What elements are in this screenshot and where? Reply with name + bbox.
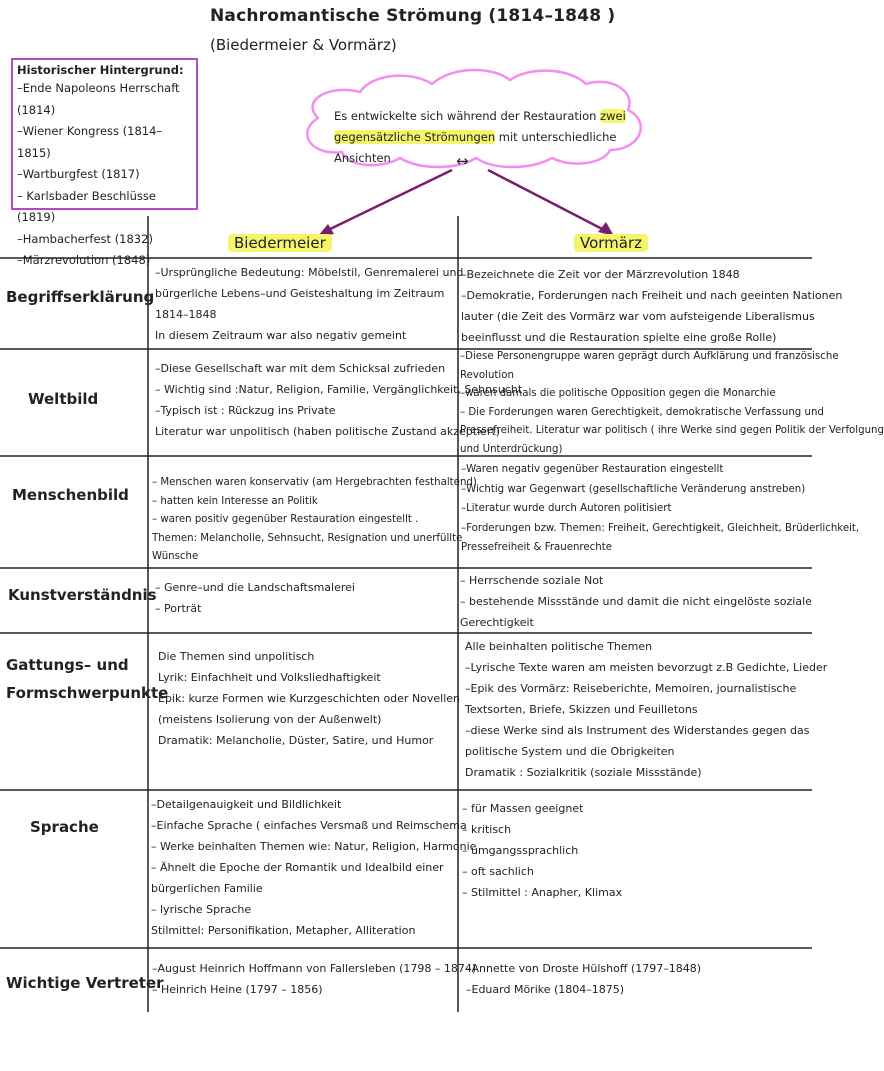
cell-line: –Detailgenauigkeit und Bildlichkeit bbox=[151, 798, 342, 811]
cell-line: –Einfache Sprache ( einfaches Versmaß und Reimschema bbox=[151, 819, 467, 832]
cell-line: –Epik des Vormärz: Reiseberichte, Memoiren, journalistische bbox=[465, 682, 797, 695]
cell-line: – Wichtig sind :Natur, Religion, Familie, Vergänglichkeit, Sehnsucht bbox=[155, 383, 523, 396]
cell-vertreter-biedermeier bbox=[152, 958, 476, 1000]
page-title: Nachromantische Strömung (1814–1848 ) bbox=[210, 6, 616, 26]
historical-item: –Wiener Kongress (1814–1815) bbox=[17, 124, 163, 160]
row-label-kunstverstaendnis: Kunstverständnis bbox=[8, 586, 157, 604]
cell-menschenbild-vormaerz bbox=[461, 460, 859, 558]
cell-line: Stilmittel: Personifikation, Metapher, Alliteration bbox=[151, 924, 416, 937]
cell-line: Themen: Melancholie, Sehnsucht, Resignation und unerfüllte bbox=[152, 532, 463, 544]
cell-menschenbild-biedermeier bbox=[152, 474, 477, 567]
cell-sprache-biedermeier bbox=[151, 794, 476, 941]
cell-line: politische System und die Obrigkeiten bbox=[465, 745, 675, 758]
cell-line: Wünsche bbox=[152, 551, 199, 562]
cloud-highlight-1: zwei bbox=[600, 109, 626, 123]
cell-line: Dramatik : Sozialkritik (soziale Missstände) bbox=[465, 766, 702, 779]
cell-kunst-biedermeier bbox=[155, 577, 355, 619]
cell-line: –August Heinrich Hoffmann von Fallersleben (1798 – 1874) bbox=[152, 962, 477, 975]
historical-item: –Ende Napoleons Herrschaft (1814) bbox=[17, 81, 180, 117]
cell-line: Pressefreiheit & Frauenrechte bbox=[461, 542, 612, 553]
cloud-line1: Es entwickelte sich während der Restauration bbox=[334, 109, 601, 123]
cell-line: –Ursprüngliche Bedeutung: Möbelstil, Genremalerei und bbox=[155, 266, 464, 279]
cloud-line2: mit unterschiedliche Ansichten bbox=[334, 130, 617, 165]
cell-line: –Demokratie, Forderungen nach Freiheit und nach geeinten Nationen bbox=[461, 289, 843, 302]
cloud-text bbox=[334, 106, 634, 169]
cell-line: – Stilmittel : Anapher, Klimax bbox=[462, 886, 623, 899]
row-label-weltbild: Weltbild bbox=[28, 390, 99, 408]
arrow-right bbox=[488, 170, 608, 232]
cell-line: –Literatur wurde durch Autoren politisiert bbox=[461, 503, 672, 514]
cell-line: Dramatik: Melancholie, Düster, Satire, und Humor bbox=[158, 734, 434, 747]
cell-line: –Bezeichnete die Zeit vor der Märzrevolution 1848 bbox=[461, 268, 740, 281]
cell-line: Revolution bbox=[460, 369, 514, 381]
double-arrow-icon: ↔ bbox=[456, 152, 469, 170]
cell-line: Pressefreiheit. Literatur war politisch ( ihre Werke sind gegen Politik der Verfolgung bbox=[460, 425, 884, 436]
cloud-highlight-2: gegensätzliche Strömungen bbox=[334, 130, 496, 144]
row-label-begriffserklaerung: Begriffserklärung bbox=[6, 288, 155, 306]
cell-line: –Wichtig war Gegenwart (gesellschaftliche Veränderung anstreben) bbox=[461, 483, 806, 495]
cell-line: beeinflusst und die Restauration spielte eine große Rolle) bbox=[461, 331, 777, 344]
cell-line: – waren positiv gegenüber Restauration eingestellt . bbox=[152, 514, 419, 525]
historical-item: –Hambacherfest (1832) bbox=[17, 231, 153, 246]
historical-item: –Wartburgfest (1817) bbox=[17, 167, 140, 181]
cell-line: Epik: kurze Formen wie Kurzgeschichten oder Novellen bbox=[158, 692, 461, 705]
row-label-menschenbild: Menschenbild bbox=[12, 486, 129, 504]
cell-line: –Eduard Mörike (1804–1875) bbox=[466, 983, 625, 996]
row-label-wichtige-vertreter: Wichtige Vertreter bbox=[6, 974, 164, 992]
column-header-biedermeier: Biedermeier bbox=[228, 234, 332, 252]
cell-line: –Lyrische Texte waren am meisten bevorzugt z.B Gedichte, Lieder bbox=[465, 661, 828, 674]
cell-begriff-vormaerz bbox=[461, 264, 842, 348]
page-subtitle: (Biedermeier & Vormärz) bbox=[210, 36, 397, 54]
historical-background-heading: Historischer Hintergrund: bbox=[17, 63, 184, 77]
cell-line: – Genre–und die Landschaftsmalerei bbox=[155, 581, 355, 594]
cell-kunst-vormaerz bbox=[460, 570, 812, 633]
cell-line: – kritisch bbox=[462, 823, 512, 836]
cell-line: –waren damals die politische Opposition gegen die Monarchie bbox=[460, 388, 776, 399]
cell-line: – Herrschende soziale Not bbox=[460, 574, 604, 587]
cell-begriff-biedermeier bbox=[155, 262, 463, 346]
cell-line: Die Themen sind unpolitisch bbox=[158, 650, 315, 663]
cell-line: und Unterdrückung) bbox=[460, 443, 563, 455]
arrow-left bbox=[324, 170, 452, 232]
cell-line: – bestehende Missstände und damit die nicht eingelöste soziale bbox=[460, 595, 812, 608]
cell-line: –Annette von Droste Hülshoff (1797–1848) bbox=[466, 962, 702, 975]
cell-line: – oft sachlich bbox=[462, 865, 534, 878]
cell-line: –Diese Gesellschaft war mit dem Schicksal zufrieden bbox=[155, 362, 446, 375]
cell-line: – Ähnelt die Epoche der Romantik und Idealbild einer bbox=[151, 861, 444, 874]
cell-line: Textsorten, Briefe, Skizzen und Feuilletons bbox=[465, 703, 698, 716]
historical-item: – Karlsbader Beschlüsse (1819) bbox=[17, 188, 156, 224]
cell-line: Alle beinhalten politische Themen bbox=[465, 640, 653, 653]
cell-line: – Porträt bbox=[155, 602, 202, 615]
cell-line: –Waren negativ gegenüber Restauration eingestellt bbox=[461, 464, 724, 475]
row-label-gattungs: Gattungs– und bbox=[6, 656, 129, 674]
cell-line: – Die Forderungen waren Gerechtigkeit, demokratische Verfassung und bbox=[460, 406, 824, 418]
cell-line: lauter (die Zeit des Vormärz war vom aufsteigende Liberalismus bbox=[461, 310, 815, 323]
cell-line: – für Massen geeignet bbox=[462, 802, 584, 815]
cell-line: –Typisch ist : Rückzug ins Private bbox=[155, 404, 336, 417]
cell-line: – Menschen waren konservativ (am Hergebrachten festhaltend) bbox=[152, 477, 477, 488]
row-label-sprache: Sprache bbox=[30, 818, 99, 836]
cell-line: Lyrik: Einfachheit und Volksliedhaftigkeit bbox=[158, 671, 381, 684]
cell-line: –diese Werke sind als Instrument des Widerstandes gegen das bbox=[465, 724, 810, 737]
cell-line: In diesem Zeitraum war also negativ gemeint bbox=[155, 329, 407, 342]
cell-line: –Diese Personengruppe waren geprägt durch Aufklärung und französische bbox=[460, 351, 839, 362]
historical-item: –Märzrevolution (1848) bbox=[17, 253, 151, 267]
cell-line: bürgerliche Lebens–und Geisteshaltung im Zeitraum bbox=[155, 287, 445, 300]
cell-sprache-vormaerz bbox=[462, 798, 622, 903]
cell-gattung-vormaerz bbox=[465, 636, 827, 783]
cell-line: Literatur war unpolitisch (haben politische Zustand akzeptiert) bbox=[155, 425, 501, 438]
column-header-vormaerz: Vormärz bbox=[574, 234, 648, 252]
cell-line: bürgerlichen Familie bbox=[151, 882, 263, 895]
cell-line: – Werke beinhalten Themen wie: Natur, Religion, Harmonie bbox=[151, 840, 477, 853]
cell-line: – Heinrich Heine (1797 – 1856) bbox=[152, 983, 323, 996]
cell-gattung-biedermeier bbox=[158, 646, 460, 751]
cell-weltbild-vormaerz bbox=[460, 348, 884, 459]
row-label-formschwerpunkte: Formschwerpunkte bbox=[6, 684, 169, 702]
cell-line: – hatten kein Interesse an Politik bbox=[152, 495, 318, 507]
cell-line: 1814–1848 bbox=[155, 308, 217, 321]
cell-line: – umgangssprachlich bbox=[462, 844, 579, 857]
cell-vertreter-vormaerz bbox=[466, 958, 701, 1000]
cell-line: – lyrische Sprache bbox=[151, 903, 252, 916]
cell-line: –Forderungen bzw. Themen: Freiheit, Gerechtigkeit, Gleichheit, Brüderlichkeit, bbox=[461, 522, 860, 534]
cell-line: (meistens Isolierung von der Außenwelt) bbox=[158, 713, 382, 726]
cell-line: Gerechtigkeit bbox=[460, 616, 534, 629]
